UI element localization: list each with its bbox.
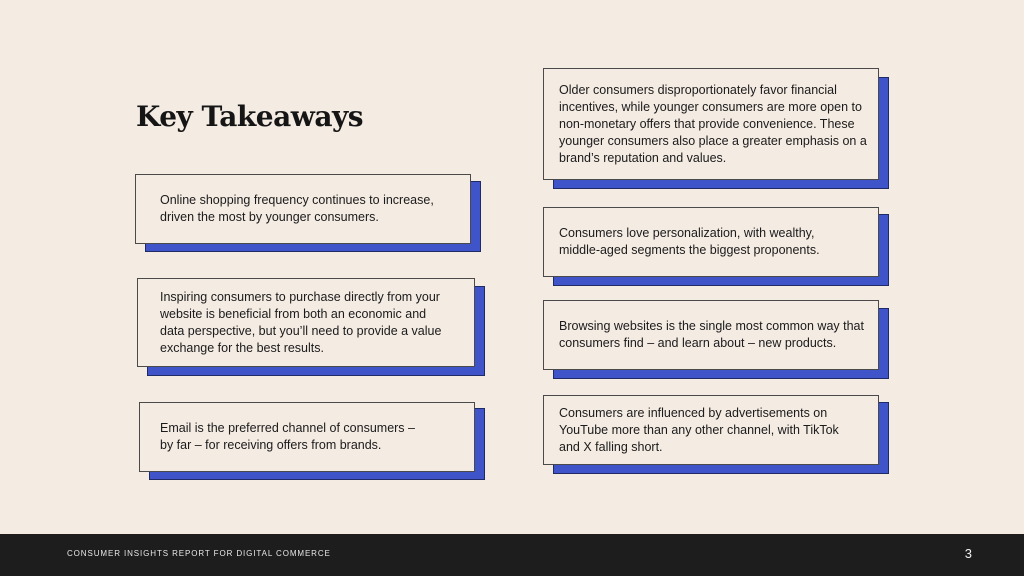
page-number: 3 [964, 546, 972, 561]
takeaway-text: Email is the preferred channel of consumers – by far – for receiving offers from brands. [160, 421, 415, 452]
slide-title: Key Takeaways [136, 100, 363, 133]
takeaway-text: Browsing websites is the single most common way that consumers find – and learn about – new products. [559, 319, 864, 350]
takeaway-text: Consumers love personalization, with wealthy, middle-aged segments the biggest proponents. [559, 226, 820, 257]
takeaway-text: Older consumers disproportionately favor financial incentives, while younger consumers are more open to non-monetary offers that provide convenience. These younger consumers also place a greater emphasis on a brand’s reputation and values. [559, 82, 867, 165]
takeaway-text: Inspiring consumers to purchase directly from your website is beneficial from both an economic and data perspective, but you’ll need to provide a value exchange for the best results. [160, 289, 442, 355]
takeaway-text: Consumers are influenced by advertisements on YouTube more than any other channel, with TikTok and X falling short. [559, 405, 839, 454]
takeaway-text: Online shopping frequency continues to increase, driven the most by younger consumers. [160, 193, 434, 224]
footer-bar [0, 534, 1024, 576]
report-name: CONSUMER INSIGHTS REPORT FOR DIGITAL COMMERCE [67, 549, 331, 558]
